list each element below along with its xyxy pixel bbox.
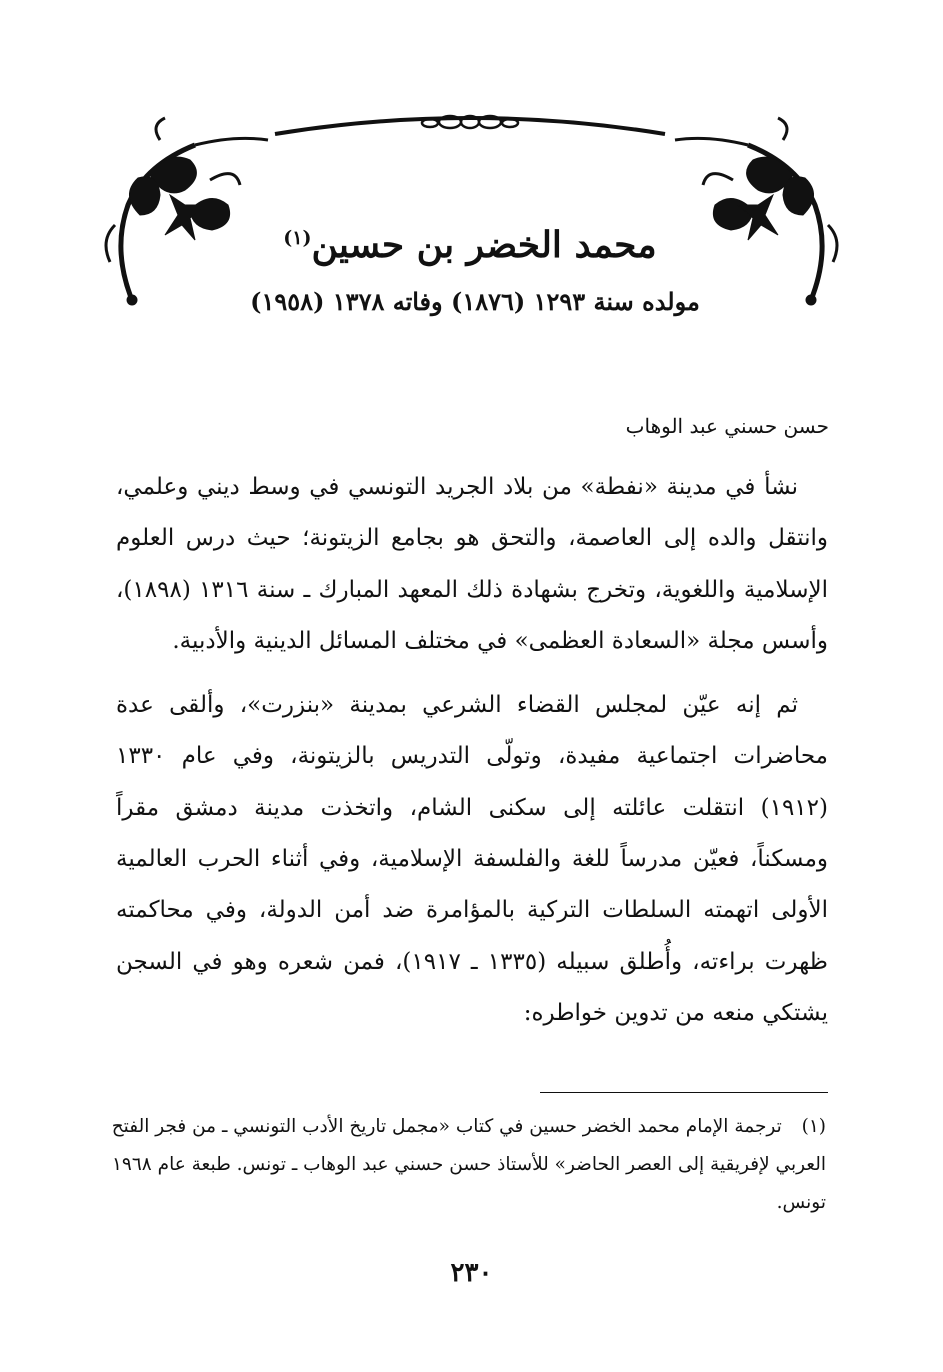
chapter-subtitle: مولده سنة ١٢٩٣ (١٨٧٦) وفاته ١٣٧٨ (١٩٥٨): [250, 287, 700, 316]
title-text: محمد الخضر بن حسين: [311, 224, 657, 266]
paragraph: ثم إنه عيّن لمجلس القضاء الشرعي بمدينة «بنزرت»، وألقى عدة محاضرات اجتماعية مفيدة، وتولّى التدريس بالزيتونة، وفي عام ١٣٣٠ (١٩١٢) انتقلت عائلته إلى سكنى الشام، واتخذت مدينة دمشق مقراً ومسكناً، فعيّن مدرساً للغة والفلسفة الإسلامية، وفي أثناء الحرب العالمية الأولى اتهمته السلطات التركية بالمؤامرة ضد أمن الدولة، وفي محاكمته ظهرت براءته، وأُطلق سبيله (١٣٣٥ ـ ١٩١٧)، فمن شعره وهو في السجن يشتكي منعه من تدوين خواطره:: [116, 692, 828, 1026]
page-number: ٢٣٠: [450, 1258, 493, 1288]
chapter-title: [180, 208, 760, 275]
author-name: حسن حسني عبد الوهاب: [625, 414, 829, 438]
main-text: [116, 462, 828, 1039]
title-footnote-marker: (١): [283, 227, 312, 249]
footnote: [110, 1108, 826, 1222]
footnote-separator: [540, 1092, 828, 1093]
footnote-text: ترجمة الإمام محمد الخضر حسين في كتاب «مجمل تاريخ الأدب التونسي ـ من فجر الفتح العربي لإفريقية إلى العصر الحاضر» للأستاذ حسن حسني عبد الوهاب ـ تونس. طبعة عام ١٩٦٨ تونس.: [111, 1116, 826, 1213]
footnote-mark: (١): [801, 1116, 826, 1137]
paragraph: نشأ في مدينة «نفطة» من بلاد الجريد التونسي في وسط ديني وعلمي، وانتقل والده إلى العاصمة، والتحق هو بجامع الزيتونة؛ حيث درس العلوم الإسلامية واللغوية، وتخرج بشهادة ذلك المعهد المبارك ـ سنة ١٣١٦ (١٨٩٨)، وأسس مجلة «السعادة العظمى» في مختلف المسائل الدينية والأدبية.: [116, 474, 828, 654]
